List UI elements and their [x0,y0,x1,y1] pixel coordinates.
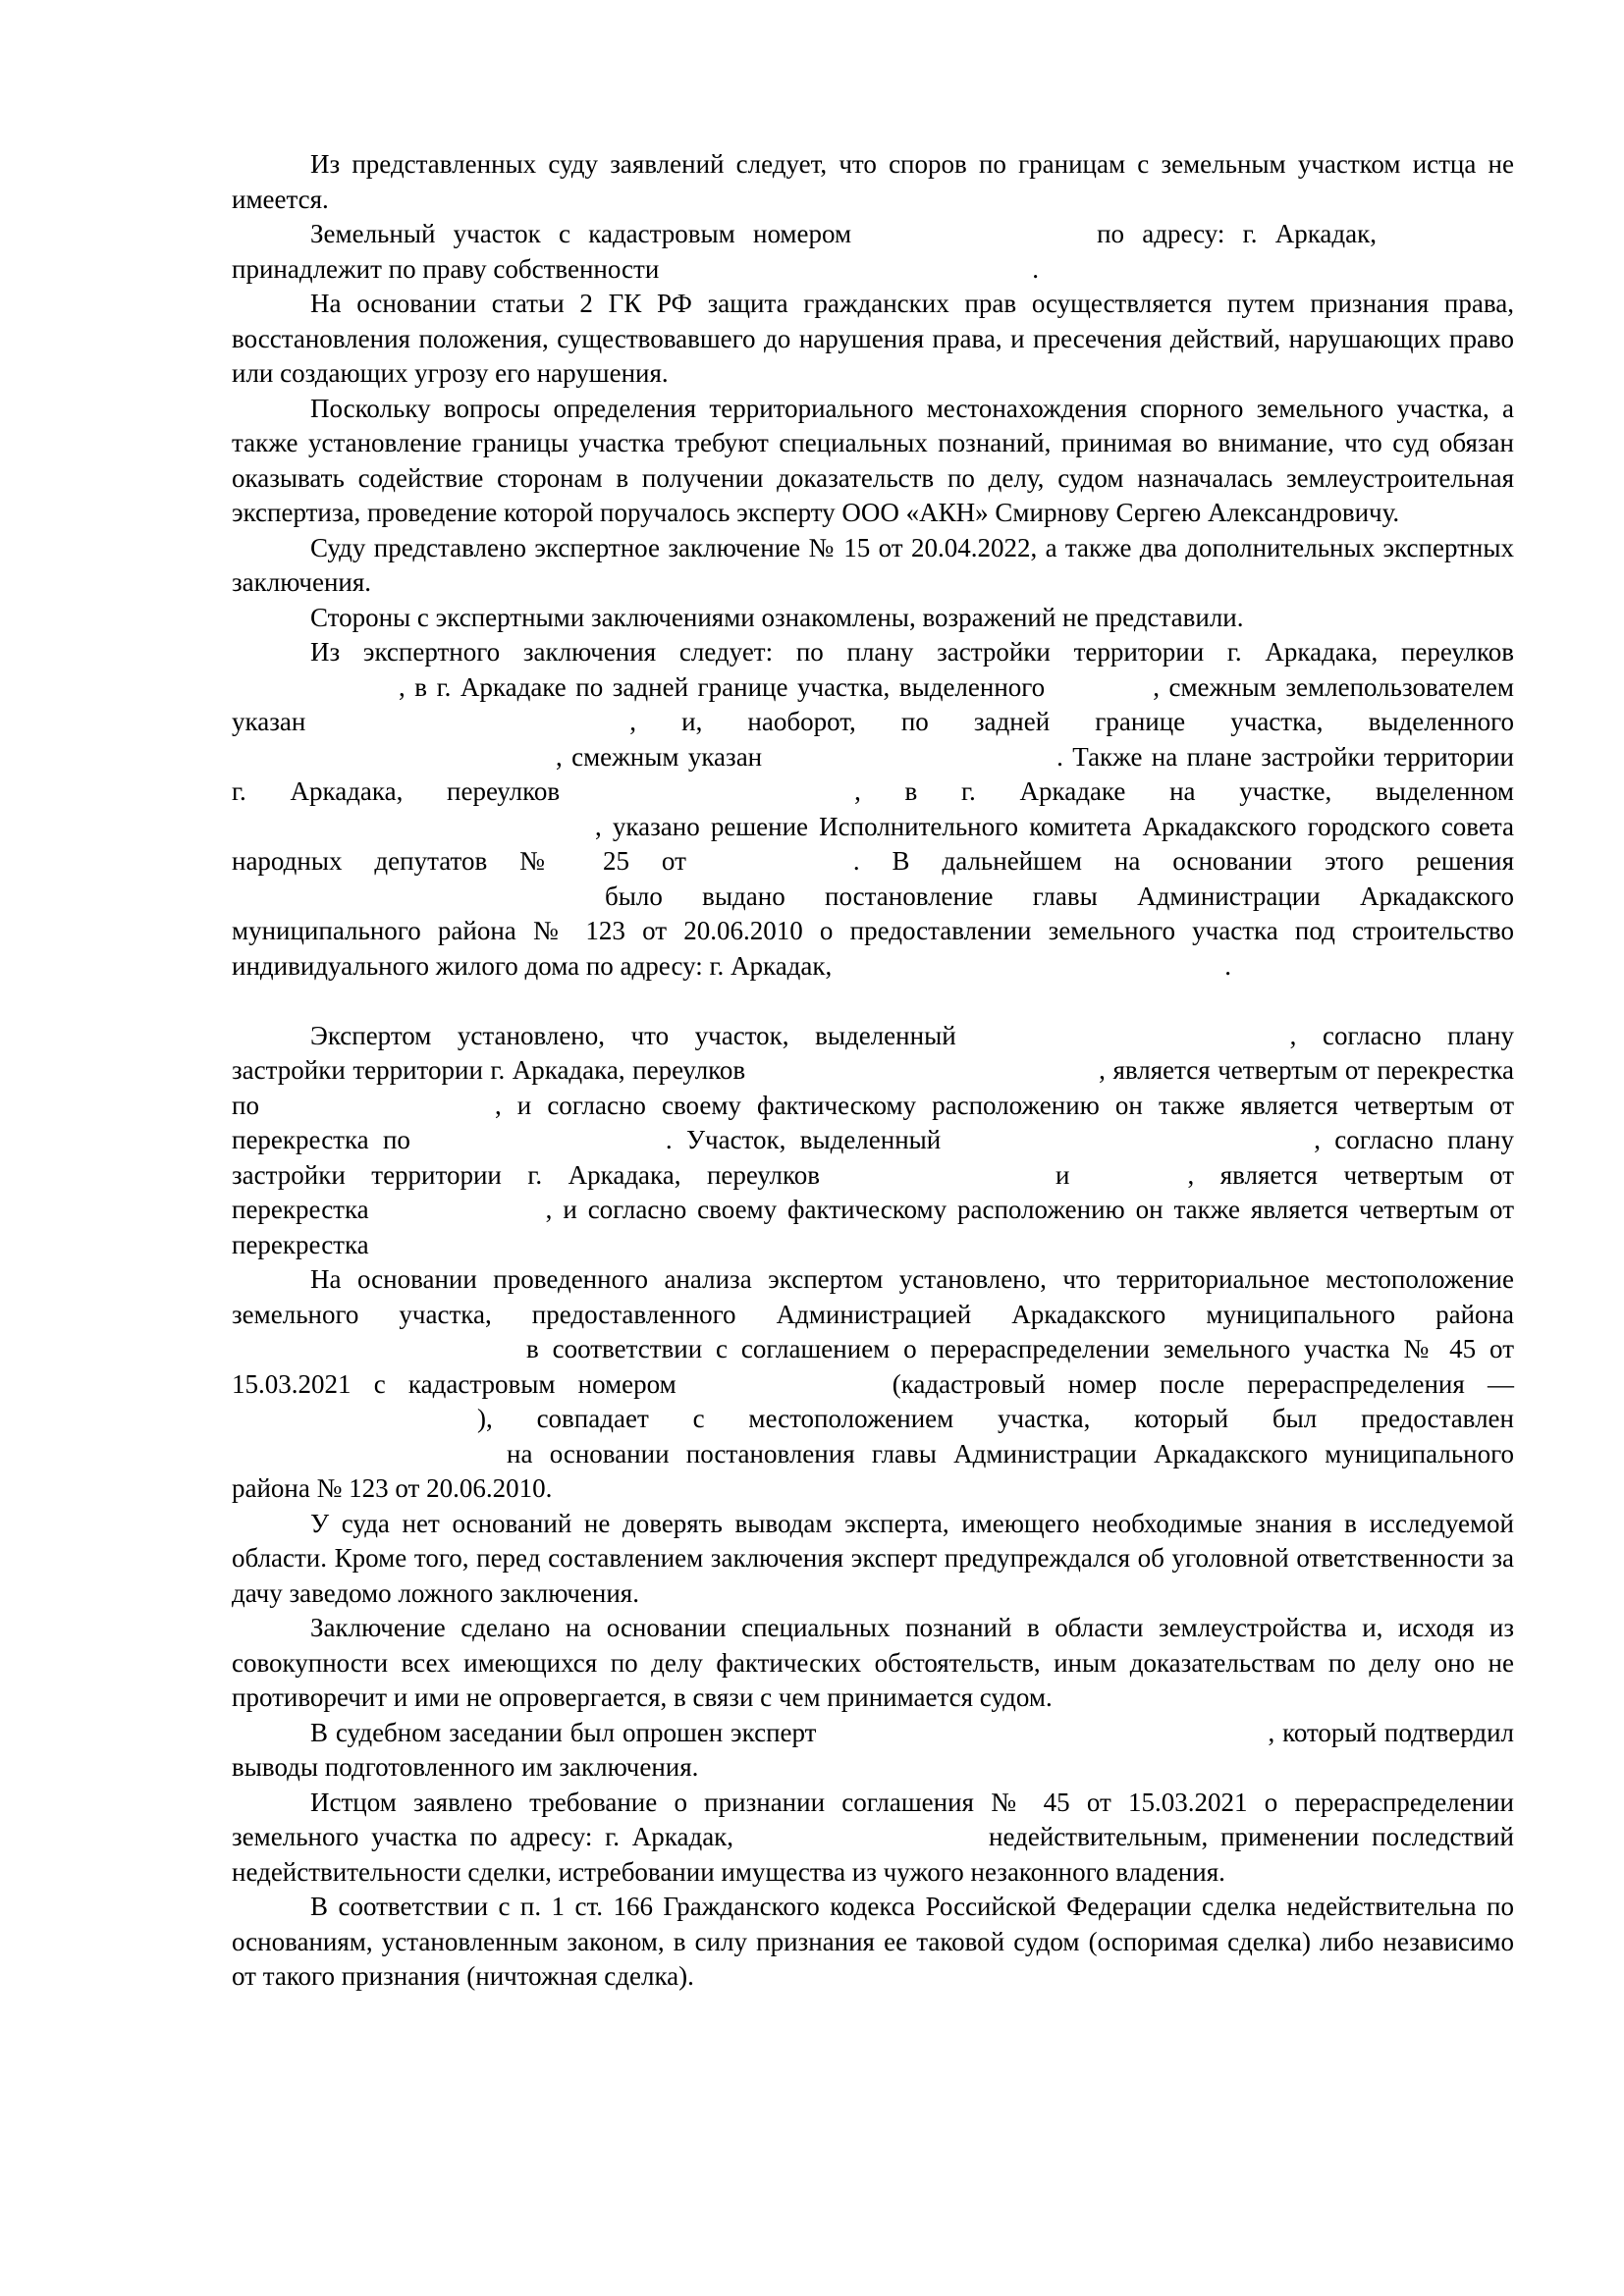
paragraph-text: . [1056,741,1063,772]
document-body [232,147,1514,1995]
paragraph-text: У суда нет оснований не доверять выводам эксперта, имеющего необходимые знания в исследуемой области. Кроме того, перед составлением заключения эксперт предупреждался об уголовной ответственности за дачу заведомо ложного заключения. [232,1508,1514,1608]
paragraph-expert-findings [232,635,1514,984]
paragraph-text: , смежным землепользователем указан [232,671,1514,736]
paragraph-text: ), совпадает с местоположением участка, который был предоставлен [477,1404,1514,1433]
paragraph-no-objections [232,601,1514,636]
paragraph-conclusion-accepted [232,1611,1514,1716]
paragraph-plot-ownership [232,217,1514,287]
paragraph-expert-report [232,531,1514,601]
paragraph-text: Также на плане застройки территории г. Аркадака, переулков [232,741,1514,806]
paragraph-text: , является четвертым от перекрестка [232,1159,1514,1224]
paragraph-claim-invalidity [232,1786,1514,1891]
paragraph-text: На основании статьи 2 ГК РФ защита гражданских прав осуществляется путем признания права, восстановления положения, существовавшего до нарушения права, и пресечения действий, нарушающих право или создающих угрозу его нарушения. [232,289,1514,388]
paragraph-text: принадлежит по праву собственности [232,253,660,284]
paragraph-text: , в г. Аркадаке на участке, выделенном [854,776,1514,806]
paragraph-text: Истцом заявлено требование о признании соглашения № 45 от 15.03.2021 о перераспределении земельного участка по адресу: г. Аркадак, [232,1787,1514,1851]
paragraph-boundary-disputes [232,147,1514,217]
paragraph-text: Из представленных суду заявлений следует, что споров по границам с земельным участком истца не имеется. [232,149,1514,214]
paragraph-text: , является четвертым от перекрестка по [232,1055,1515,1120]
paragraph-text: в соответствии с соглашением о перераспределении земельного участка № 45 от 15.03.2021 с кадастровым номером [232,1334,1514,1399]
blank-line [232,984,1514,1019]
paragraph-text: , в г. Аркадаке по задней границе участка, выделенного [399,671,1046,702]
paragraph-text: Земельный участок с кадастровым номером [310,219,852,248]
paragraph-text: Стороны с экспертными заключениями ознакомлены, возражений не представили. [310,602,1244,632]
paragraph-text: , согласно плану застройки территории г. Аркадака, переулков [232,1125,1514,1190]
paragraph-text: На основании проведенного анализа экспертом установлено, что территориальное местоположение земельного участка, предоставленного Администрацией Аркадакского муниципального района [232,1264,1514,1329]
paragraph-text: на основании постановления главы Администрации Аркадакского муниципального района № 123 от 20.06.2010. [232,1438,1514,1503]
paragraph-civil-code-art2 [232,287,1514,392]
paragraph-analysis-result [232,1262,1514,1507]
paragraph-text: В судебном заседании был опрошен эксперт [310,1717,817,1747]
paragraph-text: недействительным, применении последствий недействительности сделки, истребовании имущества из чужого незаконного владения. [232,1822,1514,1887]
paragraph-expert-questioned [232,1716,1514,1786]
paragraph-text: и [1056,1159,1070,1190]
paragraph-text: . [1032,253,1040,284]
paragraph-text: , и согласно своему фактическому расположению он также является четвертым от перекрестка [232,1195,1514,1259]
paragraph-trust-expert [232,1507,1514,1612]
paragraph-text: , который подтвердил выводы подготовленного им заключения. [232,1717,1514,1782]
paragraph-text: , и, наоборот, по задней границе участка, выделенного [629,707,1514,736]
paragraph-text: . Участок, выделенный [665,1125,942,1154]
paragraph-text: было выдано постановление главы Администрации Аркадакского муниципального района № 123 от 20.06.2010 о предоставлении земельного участка под строительство индивидуального жилого дома по адресу: г. Аркадак, [232,881,1514,981]
paragraph-plot-positions [232,1019,1514,1263]
paragraph-text: , согласно плану застройки территории г. Аркадака, переулков [232,1020,1514,1085]
paragraph-text: Поскольку вопросы определения территориального местонахождения спорного земельного участка, а также установление границы участка требуют специальных познаний, принимая во внимание, что суд обязан оказывать содействие сторонам в получении доказательств по делу, судом назначалась землеустроительная экспертиза, проведение которой поручалось эксперту ООО «АКН» Смирнову Сергею Александровичу. [232,393,1514,527]
paragraph-text: , и согласно своему фактическому расположению он также является четвертым от перекрестка по [232,1090,1514,1154]
paragraph-text: , указано решение Исполнительного комитета Аркадакского городского совета народных депутатов № 25 от [232,811,1514,876]
paragraph-expertise-appointed [232,392,1514,531]
paragraph-civil-code-art166 [232,1890,1514,1995]
paragraph-text: Заключение сделано на основании специальных познаний в области землеустройства и, исходя из совокупности всех имеющихся по делу фактических обстоятельств, иным доказательствам по делу оно не противоречит и ими не опровергается, в связи с чем принимается судом. [232,1613,1514,1712]
paragraph-text: , смежным указан [556,741,763,772]
paragraph-text: Суду представлено экспертное заключение № 15 от 20.04.2022, а также два дополнительных экспертных заключения. [232,532,1514,597]
paragraph-text: Из экспертного заключения следует: по плану застройки территории г. Аркадака, переулков [310,637,1514,667]
paragraph-text: . [1224,950,1232,981]
paragraph-text: Экспертом установлено, что участок, выделенный [310,1020,956,1050]
paragraph-text: (кадастровый номер после перераспределения — [892,1368,1515,1399]
paragraph-text: по адресу: г. Аркадак, [1097,219,1377,248]
paragraph-text: . В дальнейшем на основании этого решения [852,846,1514,876]
paragraph-text: В соответствии с п. 1 ст. 166 Гражданского кодекса Российской Федерации сделка недействительна по основаниям, установленным законом, в силу признания ее таковой судом (оспоримая сделка) либо независимо от такого признания (ничтожная сделка). [232,1892,1514,1991]
